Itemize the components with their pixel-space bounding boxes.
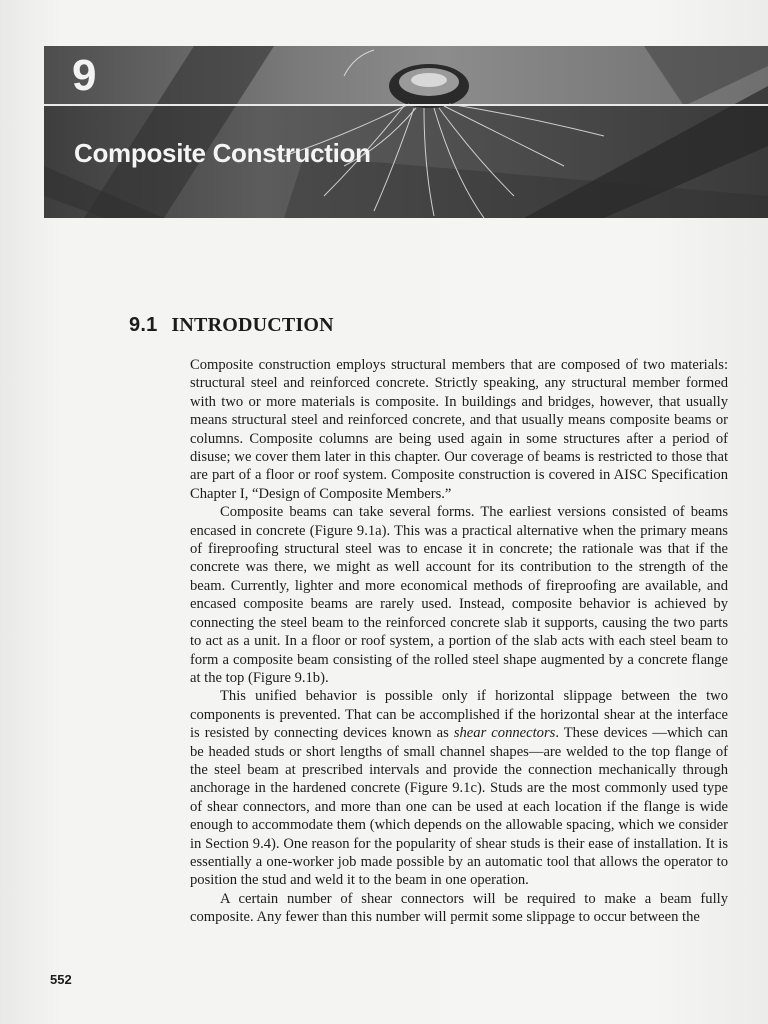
banner-steel-frame-image	[44, 46, 768, 218]
page-number: 552	[50, 972, 72, 987]
paragraph-4: A certain number of shear connectors will be required to make a beam fully composite. Any fewer than this number will permit some slippage to occur between the	[190, 890, 728, 926]
body-text	[190, 356, 728, 927]
paragraph-3-start: This unified behavior is possible only if horizontal slippage between the two components is prevented. That can be accomplished if the horizontal shear at the interface is resisted by connecting devices known as	[190, 688, 728, 742]
chapter-number: 9	[72, 51, 97, 100]
banner-divider-rule	[44, 104, 768, 106]
paragraph-3-end: . These devices —which can be headed studs or short lengths of small channel shapes—are welded to the top flange of the steel beam at prescribed intervals and provide the connection mechanically through anchorage in the hardened concrete (Figure 9.1c). Studs are the most commonly used type of shear connectors, and more than one can be used at each location if the flange is wide enough to accommodate them (which depends on the allowable spacing, which we consider in Section 9.4). One reason for the popularity of shear studs is their ease of installation. It is essentially a one-worker job made possible by an automatic tool that allows the operator to position the stud and weld it to the beam in one operation.	[190, 725, 728, 889]
paragraph-3	[190, 687, 728, 889]
paragraph-1: Composite construction employs structural members that are composed of two materials: structural steel and reinforced concrete. Strictly speaking, any structural member formed with two or more materials is composite. In buildings and bridges, however, that usually means structural steel and reinforced concrete, and that usually means composite beams or columns. Composite columns are being used again in some structures after a period of disuse; we cover them later in this chapter. Our coverage of beams is restricted to those that are part of a floor or roof system. Composite construction is covered in AISC Specification Chapter I, “Design of Composite Members.”	[190, 357, 728, 502]
paragraph-2: Composite beams can take several forms. The earliest versions consisted of beams encased in concrete (Figure 9.1a). This was a practical alternative when the primary means of fireproofing structural steel was to encase it in concrete; the rationale was that if the concrete was there, we might as well account for its contribution to the strength of the beam. Currently, lighter and more economical methods of fireproofing are available, and encased composite beams are rarely used. Instead, composite behavior is achieved by connecting the steel beam to the reinforced concrete slab it supports, causing the two parts to act as a unit. In a floor or roof system, a portion of the slab acts with each steel beam to form a composite beam consisting of the rolled steel shape augmented by a concrete flange at the top (Figure 9.1b).	[190, 504, 728, 686]
section-title: INTRODUCTION	[171, 314, 334, 336]
chapter-banner	[44, 46, 768, 218]
section-number: 9.1	[129, 314, 158, 336]
section-heading	[129, 314, 334, 337]
term-shear-connectors: shear connectors	[453, 725, 556, 742]
chapter-title: Composite Construction	[74, 138, 371, 168]
